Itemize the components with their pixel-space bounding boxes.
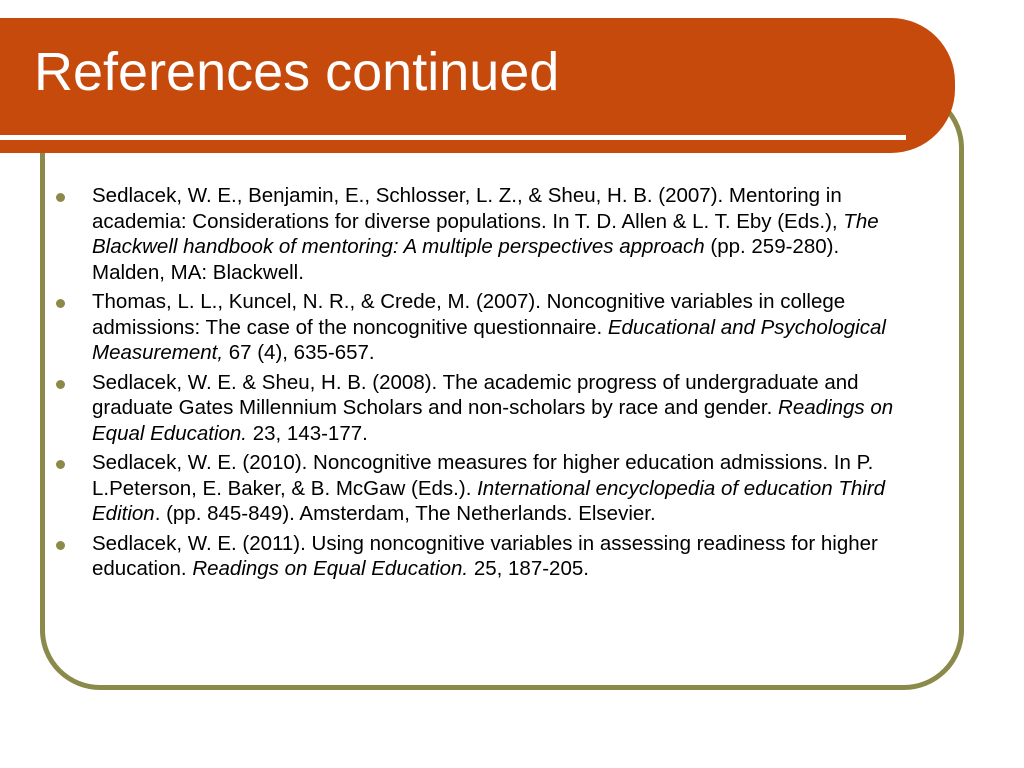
title-underline bbox=[0, 135, 906, 140]
bullet-icon bbox=[56, 193, 65, 202]
reference-text: Sedlacek, W. E. & Sheu, H. B. (2008). The academic progress of undergraduate and graduate Gates Millennium Scholars and non-scholars by race and gender. bbox=[92, 370, 859, 419]
reference-item bbox=[56, 450, 908, 527]
reference-source-title: International encyclopedia of education Third Edition bbox=[92, 476, 886, 525]
bullet-icon bbox=[56, 380, 65, 389]
reference-text: Sedlacek, W. E., Benjamin, E., Schlosser, L. Z., & Sheu, H. B. (2007). Mentoring in academia: Considerations for diverse populations. In T. D. Allen & L. T. Eby (Eds.), bbox=[92, 184, 844, 233]
reference-item bbox=[56, 531, 908, 582]
reference-details: 67 (4), 635-657. bbox=[223, 341, 375, 364]
reference-source-title: Educational and Psychological Measurement, bbox=[92, 315, 886, 364]
reference-item bbox=[56, 370, 908, 447]
reference-text: Sedlacek, W. E. (2011). Using noncognitive variables in assessing readiness for higher education. bbox=[92, 531, 878, 580]
bullet-icon bbox=[56, 299, 65, 308]
reference-text: Sedlacek, W. E. (2010). Noncognitive measures for higher education admissions. In P. L.Peterson, E. Baker, & B. McGaw (Eds.). bbox=[92, 451, 874, 500]
bullet-icon bbox=[56, 460, 65, 469]
reference-item bbox=[56, 289, 908, 366]
reference-text: Thomas, L. L., Kuncel, N. R., & Crede, M. (2007). Noncognitive variables in college admissions: The case of the noncognitive questionnaire. bbox=[92, 290, 846, 339]
reference-details: 23, 143-177. bbox=[247, 421, 368, 445]
reference-details: (pp. 259-280). Malden, MA: Blackwell. bbox=[92, 235, 840, 284]
reference-source-title: Readings on Equal Education. bbox=[192, 557, 469, 580]
reference-list bbox=[56, 183, 908, 582]
reference-details: 25, 187-205. bbox=[468, 557, 589, 580]
reference-item bbox=[56, 183, 908, 285]
slide-title: References continued bbox=[34, 42, 560, 102]
reference-source-title: The Blackwell handbook of mentoring: A multiple perspectives approach bbox=[92, 209, 879, 258]
reference-source-title: Readings on Equal Education. bbox=[92, 396, 894, 445]
bullet-icon bbox=[56, 541, 65, 550]
reference-details: . (pp. 845-849). Amsterdam, The Netherlands. Elsevier. bbox=[154, 502, 656, 525]
